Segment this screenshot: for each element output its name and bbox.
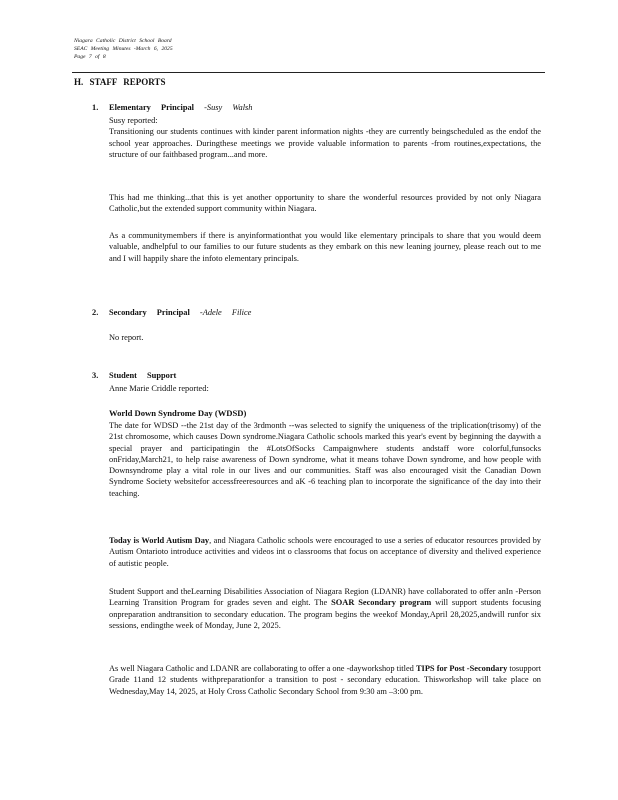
soar-details: will support students focusing onpreparation andtransition to secondary education. The program begins the weekof Monday,April 28,2025,andwill runfor six sessions, endingthe week of Monday, June 2, 2025. <box>109 598 542 630</box>
item-presenter-2: -Adele Filice <box>199 308 252 317</box>
soar-program-name: SOAR Secondary program <box>331 598 432 608</box>
header-page-number: Page 7 of 8 <box>74 54 106 61</box>
item-paragraph-1c: As a communitymembers if there is anyinformationthat you would like elementary principals to share that you would deem valuable, andhelpful to our families to our future students as they embark on this new leaning journey, please reach out to me and I will happily share the infoto elementary principals. <box>109 231 541 263</box>
tips-paragraph <box>109 663 541 697</box>
item-reported-1: Susy reported: <box>109 116 158 125</box>
item-paragraph-1a: Transitioning our students continues with kinder parent information nights -they are currently beingscheduled as the endof the school year approaches. Duringthese meetings we provide valuable information to parents -from routines,expectations, the structure of our faithbased program...and more. <box>109 127 541 159</box>
page-header <box>74 37 173 62</box>
header-rule <box>72 72 545 73</box>
autism-paragraph <box>109 535 541 569</box>
header-board-name: Niagara Catholic District School Board <box>74 38 172 44</box>
wdsd-paragraph: The date for WDSD --the 21st day of the 3rdmonth --was selected to signify the uniqueness of the triplication(trisomy) of the 21st chromosome, which causes Down syndrome.Niagara Catholic schools marked this year's event by beginning the daywith a special prayer and participatingin the #LotsOfSocks Campaignwhere students andstaff wore colorful,funsocks onFriday,March21, to help raise awareness of Down syndrome, what it means tohave Down syndrome, and how people with Downsyndrome play a vital role in our lives and our communities. Staff was also encouraged visit the Canadian Down Syndrome Society websitefor accessfreeresources and aK -6 teaching plan to incorporate the significance of the day into their teaching. <box>109 421 541 498</box>
item-paragraph-1b: This had me thinking...that this is yet another opportunity to share the wonderful resources provided by not only Niagara Catholic,but the extended support community within Niagara. <box>109 193 541 214</box>
tips-workshop-name: TIPS for Post -Secondary <box>415 664 508 673</box>
item-reported-3: Anne Marie Criddle reported: <box>109 384 209 393</box>
item-title-3: Student Support <box>109 371 177 380</box>
wdsd-heading: World Down Syndrome Day (WDSD) <box>109 408 247 418</box>
item-title-text-1: Elementary Principal <box>109 103 194 112</box>
soar-intro: Student Support and theLearning Disabilities Association of Niagara Region (LDANR) have collaborated to offer anIn -Person Learning Transition Program for grades seven and eight. The <box>109 587 541 608</box>
autism-rest: , and Niagara Catholic schools were encouraged to use a series of educator resources provided by Autism Ontarioto introduce activities and videos int o classrooms that focus on acceptance of diversity and thelived experience of autistic people. <box>109 536 541 568</box>
item-title-text-2: Secondary Principal <box>109 308 190 317</box>
item-number-3: 3. <box>92 371 99 380</box>
item-number-2: 2. <box>92 308 99 317</box>
tips-intro: As well Niagara Catholic and LDANR are collaborating to offer a one -dayworkshop titled <box>109 664 414 673</box>
tips-details: tosupport Grade 11and 12 students withpreparationfor a transition to post - secondary education. Thisworkshop will take place on Wednesday,May 14, 2025, at Holy Cross Catholic Secondary School from 9:30 am –3:00 pm. <box>109 664 542 696</box>
soar-paragraph <box>109 586 541 631</box>
item-body-1 <box>109 115 541 160</box>
item-presenter-1: -Susy Walsh <box>204 103 253 112</box>
item-title-2 <box>109 308 251 317</box>
header-meeting-title: SEAC Meeting Minutes -March 6, 2025 <box>74 46 173 53</box>
autism-bold-lead: Today is World Autism Day <box>109 536 210 545</box>
item-text-2: No report. <box>109 333 144 342</box>
item-title-1 <box>109 103 253 112</box>
item-number-1: 1. <box>92 103 99 112</box>
section-title: H. STAFF REPORTS <box>74 77 166 87</box>
